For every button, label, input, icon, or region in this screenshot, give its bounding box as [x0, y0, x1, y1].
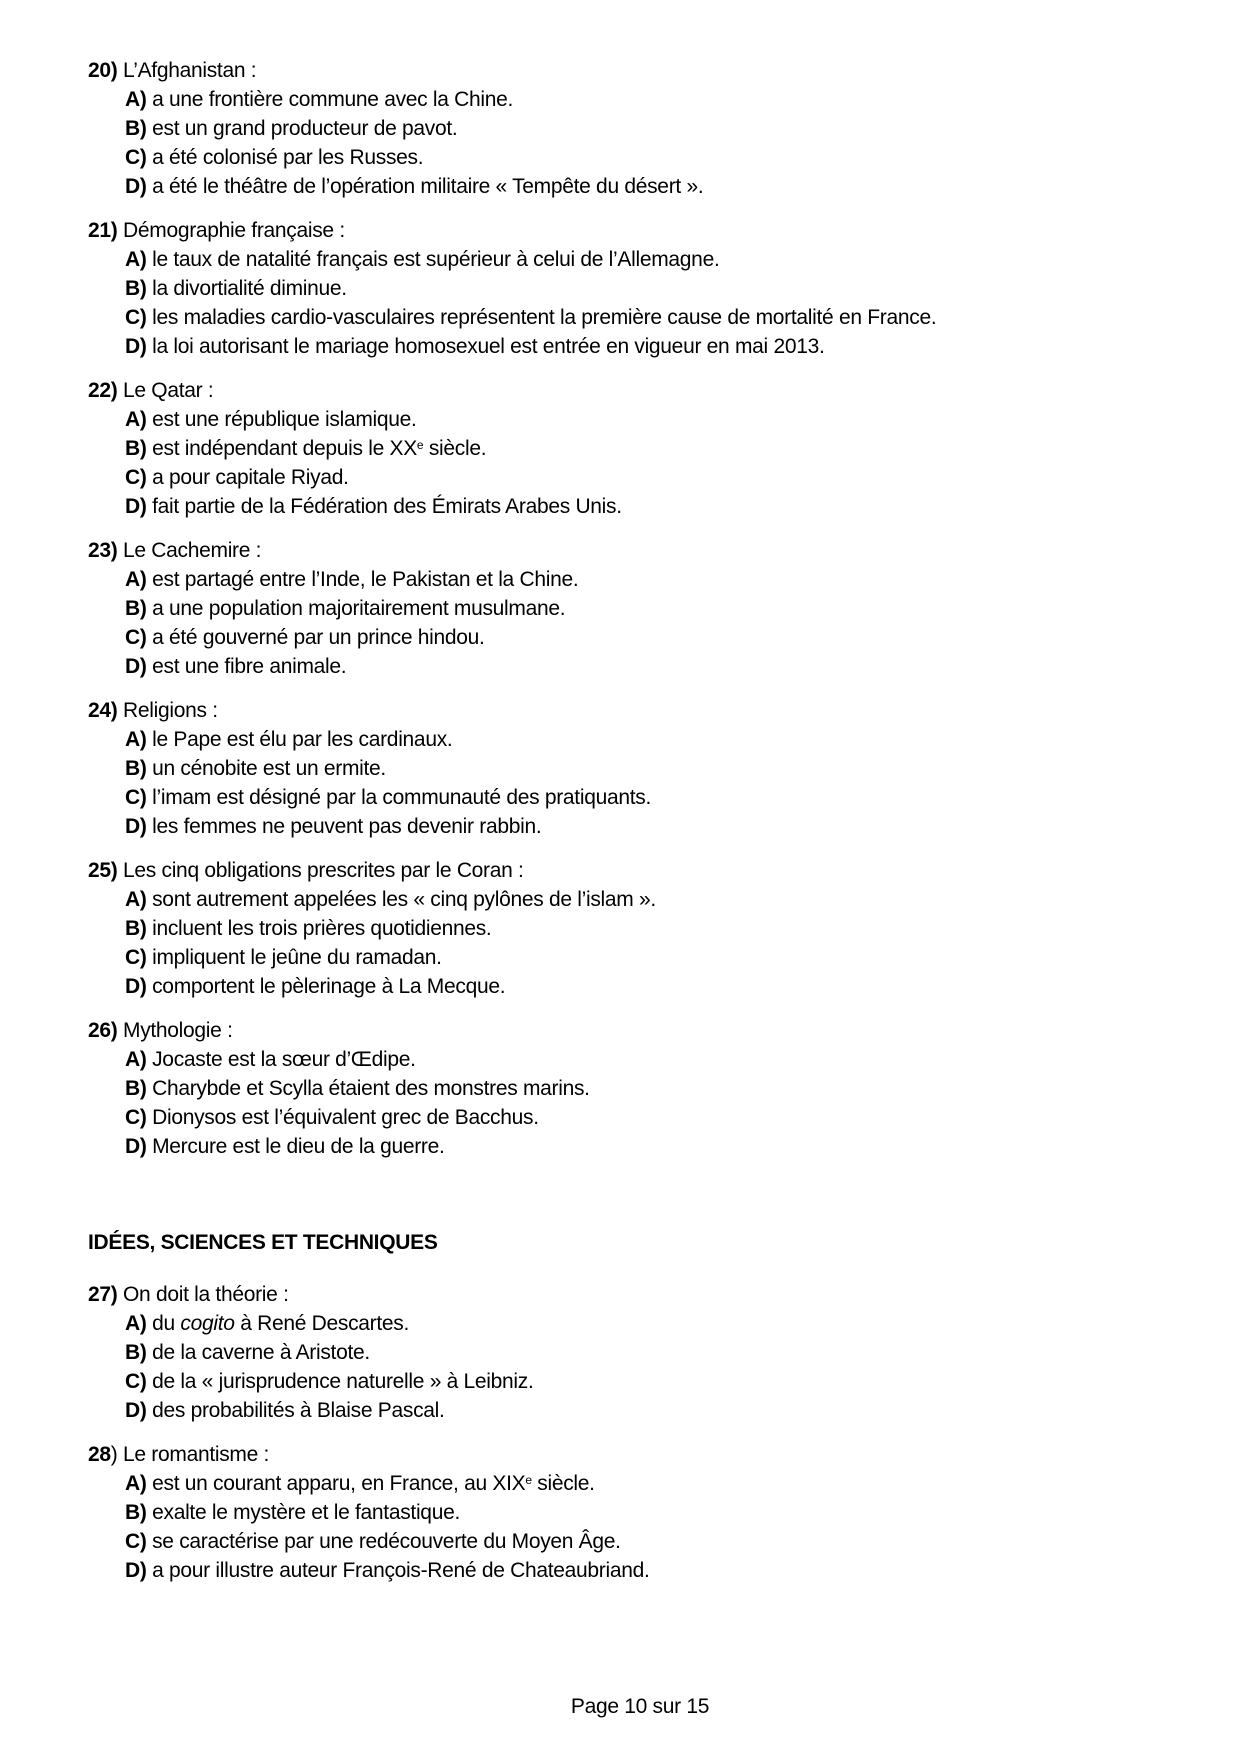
answer-list: [88, 1309, 1158, 1425]
answer-letter: A): [125, 408, 147, 431]
answer-letter: D): [125, 495, 147, 518]
answer-text-segment: a été le théâtre de l’opération militaire « Tempête du désert ».: [152, 175, 704, 198]
answer-option: [125, 1103, 1158, 1132]
question-title: [88, 1016, 1158, 1045]
answer-letter: B): [125, 597, 147, 620]
answer-text-segment: de la caverne à Aristote.: [152, 1341, 370, 1364]
question-number: 24): [88, 699, 118, 722]
answer-text-segment: l’imam est désigné par la communauté des pratiquants.: [152, 786, 651, 809]
answer-list: [88, 1045, 1158, 1161]
answer-letter: A): [125, 248, 147, 271]
question-number: 20): [88, 59, 118, 82]
answer-letter: B): [125, 757, 147, 780]
answer-letter: C): [125, 946, 147, 969]
answer-text: [152, 335, 824, 358]
answer-option: [125, 492, 1158, 521]
answer-text-segment: est une république islamique.: [152, 408, 417, 431]
question-stem: Mythologie :: [123, 1019, 233, 1042]
answer-text: [152, 1472, 595, 1495]
question-list-1: [88, 56, 1158, 1161]
question-title: [88, 856, 1158, 885]
answer-letter: C): [125, 1370, 147, 1393]
question-stem: On doit la théorie :: [123, 1283, 289, 1306]
answer-text-segment: a été colonisé par les Russes.: [152, 146, 424, 169]
answer-text-segment: siècle.: [531, 1472, 595, 1495]
answer-letter: A): [125, 728, 147, 751]
answer-option: [125, 85, 1158, 114]
answer-option: [125, 1527, 1158, 1556]
answer-text: [152, 917, 491, 940]
answer-text-segment: exalte le mystère et le fantastique.: [152, 1501, 460, 1524]
answer-text-segment: des probabilités à Blaise Pascal.: [152, 1399, 445, 1422]
answer-text-segment: le Pape est élu par les cardinaux.: [152, 728, 453, 751]
answer-text: [152, 1106, 539, 1129]
answer-option: [125, 754, 1158, 783]
question-stem: Le Qatar :: [123, 379, 214, 402]
question-number: 26): [88, 1019, 118, 1042]
question-title: [88, 1440, 1158, 1469]
answer-text: [152, 1559, 649, 1582]
question-title: [88, 696, 1158, 725]
answer-list: [88, 245, 1158, 361]
answer-text: [152, 408, 416, 431]
question-title: [88, 376, 1158, 405]
answer-text: [152, 975, 505, 998]
answer-text-segment: Jocaste est la sœur d’Œdipe.: [152, 1048, 416, 1071]
page-number: Page 10 sur 15: [570, 1695, 710, 1718]
answer-text: [152, 1135, 444, 1158]
answer-text-segment: a pour capitale Riyad.: [152, 466, 349, 489]
answer-letter: A): [125, 1048, 147, 1071]
question: [88, 56, 1158, 201]
question-title: [88, 216, 1158, 245]
answer-text: [152, 146, 423, 169]
question: [88, 1016, 1158, 1161]
answer-letter: D): [125, 175, 147, 198]
answer-text: [152, 1399, 444, 1422]
answer-option: [125, 274, 1158, 303]
answer-text-segment: Dionysos est l’équivalent grec de Bacchus.: [152, 1106, 539, 1129]
answer-text: [152, 1341, 370, 1364]
answer-letter: C): [125, 1106, 147, 1129]
answer-option: [125, 652, 1158, 681]
answer-option: [125, 303, 1158, 332]
answer-text-segment: un cénobite est un ermite.: [152, 757, 386, 780]
answer-text: [152, 466, 349, 489]
answer-letter: C): [125, 306, 147, 329]
answer-text-segment: incluent les trois prières quotidiennes.: [152, 917, 492, 940]
answer-option: [125, 885, 1158, 914]
answer-text-segment: fait partie de la Fédération des Émirats Arabes Unis.: [152, 495, 622, 518]
answer-text-segment: la loi autorisant le mariage homosexuel est entrée en vigueur en mai 2013.: [152, 335, 825, 358]
answer-option: [125, 1469, 1158, 1498]
answer-option: [125, 725, 1158, 754]
answer-text-segment: est indépendant depuis le XX: [152, 437, 417, 460]
answer-letter: D): [125, 655, 147, 678]
answer-letter: D): [125, 975, 147, 998]
answer-text: [152, 655, 346, 678]
question: [88, 1280, 1158, 1425]
answer-list: [88, 885, 1158, 1001]
question-number-suffix: ): [110, 1443, 118, 1466]
answer-option: [125, 1132, 1158, 1161]
italic-text: cogito: [180, 1312, 235, 1335]
answer-text: [152, 1501, 460, 1524]
answer-letter: B): [125, 117, 147, 140]
superscript-text: e: [525, 1473, 532, 1487]
answer-text-segment: est une fibre animale.: [152, 655, 347, 678]
question: [88, 536, 1158, 681]
answer-option: [125, 245, 1158, 274]
answer-option: [125, 594, 1158, 623]
answer-letter: B): [125, 1501, 147, 1524]
answer-option: [125, 1074, 1158, 1103]
answer-letter: A): [125, 1312, 147, 1335]
page-content: [88, 56, 1158, 1600]
answer-text: [152, 306, 936, 329]
question-stem: Le romantisme :: [123, 1443, 270, 1466]
question-stem: Démographie française :: [123, 219, 345, 242]
question: [88, 1440, 1158, 1585]
answer-letter: B): [125, 1077, 147, 1100]
answer-option: [125, 1498, 1158, 1527]
answer-letter: D): [125, 1135, 147, 1158]
question: [88, 376, 1158, 521]
answer-text: [152, 248, 719, 271]
answer-option: [125, 143, 1158, 172]
answer-text-segment: a une frontière commune avec la Chine.: [152, 88, 514, 111]
answer-text-segment: a pour illustre auteur François-René de Chateaubriand.: [152, 1559, 650, 1582]
question-title: [88, 1280, 1158, 1309]
answer-list: [88, 85, 1158, 201]
answer-letter: C): [125, 466, 147, 489]
answer-text: [152, 888, 656, 911]
answer-text-segment: le taux de natalité français est supérieur à celui de l’Allemagne.: [152, 248, 720, 271]
answer-text: [152, 786, 651, 809]
answer-letter: D): [125, 1559, 147, 1582]
answer-option: [125, 114, 1158, 143]
answer-option: [125, 812, 1158, 841]
answer-option: [125, 463, 1158, 492]
answer-option: [125, 172, 1158, 201]
answer-text-segment: a une population majoritairement musulmane.: [152, 597, 566, 620]
question-stem: Le Cachemire :: [123, 539, 262, 562]
answer-text-segment: à René Descartes.: [234, 1312, 410, 1335]
answer-text: [152, 1370, 533, 1393]
answer-letter: D): [125, 1399, 147, 1422]
answer-text: [152, 757, 386, 780]
answer-letter: D): [125, 335, 147, 358]
answer-text-segment: sont autrement appelées les « cinq pylônes de l’islam ».: [152, 888, 656, 911]
answer-letter: C): [125, 1530, 147, 1553]
superscript-text: e: [416, 438, 424, 452]
answer-list: [88, 1469, 1158, 1585]
question-list-2: [88, 1280, 1158, 1585]
answer-letter: C): [125, 146, 147, 169]
answer-text-segment: de la « jurisprudence naturelle » à Leibniz.: [152, 1370, 534, 1393]
answer-text: [152, 568, 578, 591]
question-number: 27): [88, 1283, 118, 1306]
answer-option: [125, 1338, 1158, 1367]
answer-option: [125, 943, 1158, 972]
answer-text: [152, 815, 541, 838]
answer-letter: B): [125, 1341, 147, 1364]
question-number: 25): [88, 859, 118, 882]
answer-text: [152, 175, 703, 198]
question-number: 28: [88, 1443, 111, 1466]
question-number: 22): [88, 379, 118, 402]
answer-text-segment: comportent le pèlerinage à La Mecque.: [152, 975, 506, 998]
answer-text-segment: a été gouverné par un prince hindou.: [152, 626, 485, 649]
answer-letter: A): [125, 1472, 147, 1495]
question-title: [88, 56, 1158, 85]
answer-text: [152, 277, 347, 300]
answer-letter: C): [125, 626, 147, 649]
answer-letter: A): [125, 88, 147, 111]
answer-text: [152, 88, 513, 111]
answer-text-segment: se caractérise par une redécouverte du Moyen Âge.: [152, 1530, 621, 1553]
answer-letter: C): [125, 786, 147, 809]
answer-text: [152, 437, 486, 460]
answer-text-segment: les maladies cardio-vasculaires représentent la première cause de mortalité en France.: [152, 306, 937, 329]
answer-letter: D): [125, 815, 147, 838]
answer-option: [125, 972, 1158, 1001]
answer-text-segment: Mercure est le dieu de la guerre.: [152, 1135, 445, 1158]
question: [88, 696, 1158, 841]
answer-text-segment: la divortialité diminue.: [152, 277, 347, 300]
answer-text-segment: du: [152, 1312, 181, 1335]
answer-text: [152, 495, 622, 518]
answer-letter: A): [125, 888, 147, 911]
answer-option: [125, 565, 1158, 594]
answer-option: [125, 1045, 1158, 1074]
question-number: 23): [88, 539, 118, 562]
answer-text-segment: est un courant apparu, en France, au XIX: [152, 1472, 526, 1495]
answer-option: [125, 623, 1158, 652]
answer-text-segment: siècle.: [423, 437, 487, 460]
answer-text: [152, 1312, 409, 1335]
answer-text-segment: est un grand producteur de pavot.: [152, 117, 458, 140]
answer-option: [125, 405, 1158, 434]
answer-text: [152, 1048, 416, 1071]
answer-text: [152, 1077, 590, 1100]
question: [88, 856, 1158, 1001]
question: [88, 216, 1158, 361]
answer-letter: A): [125, 568, 147, 591]
answer-option: [125, 1396, 1158, 1425]
question-stem: L’Afghanistan :: [123, 59, 257, 82]
question-stem: Religions :: [123, 699, 218, 722]
question-number: 21): [88, 219, 118, 242]
answer-option: [125, 914, 1158, 943]
answer-option: [125, 783, 1158, 812]
answer-text-segment: impliquent le jeûne du ramadan.: [152, 946, 442, 969]
answer-list: [88, 405, 1158, 521]
answer-list: [88, 725, 1158, 841]
answer-text-segment: est partagé entre l’Inde, le Pakistan et la Chine.: [152, 568, 579, 591]
answer-option: [125, 1556, 1158, 1585]
answer-text: [152, 597, 565, 620]
question-title: [88, 536, 1158, 565]
section-title: IDÉES, SCIENCES ET TECHNIQUES: [88, 1231, 438, 1254]
answer-text: [152, 1530, 621, 1553]
answer-option: [125, 434, 1158, 463]
answer-text: [152, 117, 457, 140]
answer-option: [125, 1309, 1158, 1338]
answer-text: [152, 626, 484, 649]
answer-option: [125, 332, 1158, 361]
answer-text-segment: les femmes ne peuvent pas devenir rabbin.: [152, 815, 542, 838]
answer-text-segment: Charybde et Scylla étaient des monstres marins.: [152, 1077, 590, 1100]
question-stem: Les cinq obligations prescrites par le Coran :: [123, 859, 524, 882]
answer-text: [152, 946, 442, 969]
answer-letter: B): [125, 437, 147, 460]
answer-letter: B): [125, 917, 147, 940]
answer-letter: B): [125, 277, 147, 300]
answer-option: [125, 1367, 1158, 1396]
answer-list: [88, 565, 1158, 681]
answer-text: [152, 728, 452, 751]
